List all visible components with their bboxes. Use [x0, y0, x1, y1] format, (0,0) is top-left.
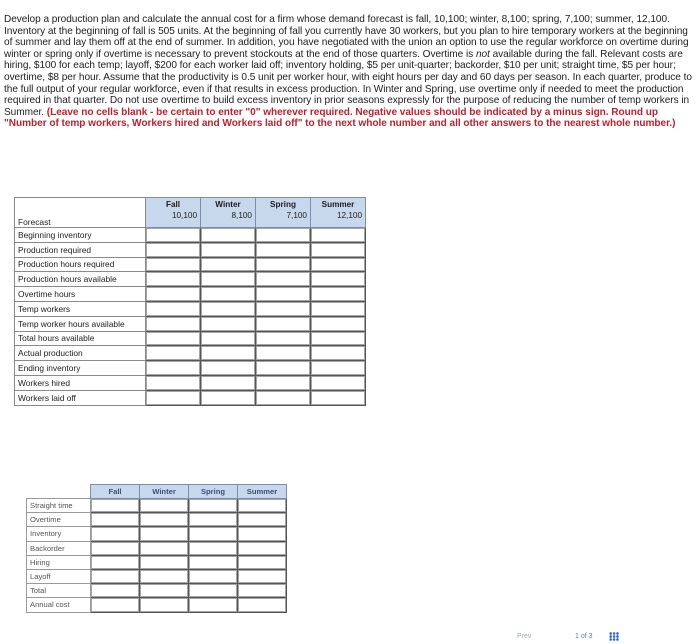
- input-cell-fall[interactable]: [146, 257, 201, 272]
- input-cell-winter[interactable]: [201, 316, 256, 331]
- cost-input-cell-spring[interactable]: [189, 569, 238, 583]
- input-cell-winter[interactable]: [201, 228, 256, 243]
- input-cell-winter[interactable]: [201, 257, 256, 272]
- input-cell-summer[interactable]: [311, 390, 366, 405]
- table-row: [15, 228, 366, 243]
- input-cell-spring[interactable]: [256, 331, 311, 346]
- table-row: [15, 272, 366, 287]
- row-label: Workers laid off: [15, 390, 146, 405]
- cost-input-cell-spring[interactable]: [189, 541, 238, 555]
- cost-input-cell-winter[interactable]: [140, 527, 189, 541]
- cost-input-cell-spring[interactable]: [189, 555, 238, 569]
- cost-input-cell-summer[interactable]: [238, 513, 287, 527]
- cost-table-row: [27, 598, 287, 612]
- input-cell-spring[interactable]: [256, 287, 311, 302]
- cost-input-cell-spring[interactable]: [189, 499, 238, 513]
- input-cell-summer[interactable]: [311, 301, 366, 316]
- cost-table-row: [27, 499, 287, 513]
- input-cell-fall[interactable]: [146, 331, 201, 346]
- cost-input-cell-fall[interactable]: [91, 584, 140, 598]
- cost-table-row: [27, 527, 287, 541]
- input-cell-summer[interactable]: [311, 257, 366, 272]
- row-label: Ending inventory: [15, 361, 146, 376]
- cost-input-cell-winter[interactable]: [140, 555, 189, 569]
- forecast-value: 7,100: [286, 211, 307, 220]
- cost-table-row: [27, 541, 287, 555]
- cost-input-cell-fall[interactable]: [91, 598, 140, 612]
- table-row: [15, 287, 366, 302]
- table-row: [15, 301, 366, 316]
- cost-input-cell-fall[interactable]: [91, 569, 140, 583]
- cost-input-cell-winter[interactable]: [140, 513, 189, 527]
- input-cell-spring[interactable]: [256, 375, 311, 390]
- cost-row-label: Straight time: [27, 499, 91, 513]
- problem-text-part1: Develop a production plan and calculate the annual cost for a firm whose demand forecast is fall, 10,100; winter, 8,100; spring, 7,100; summer, 12,100. Inventory at the beginning of fall is 505 units. At the beginning of fall you currently have 30 workers, but you plan to hire temporary workers at the beginning of summer and lay them off at the end of summer. In addition, you have negotiated with the union an option to use the regular workforce on overtime during winter or spring only if overtime is necessary to prevent stockouts at the end of those quarters. Overtime is: [4, 14, 689, 60]
- cost-table-row: [27, 555, 287, 569]
- column-header-winter: [201, 198, 256, 228]
- table-row: [15, 361, 366, 376]
- input-cell-spring[interactable]: [256, 316, 311, 331]
- cost-row-label: Annual cost: [27, 598, 91, 612]
- input-cell-summer[interactable]: [311, 228, 366, 243]
- input-cell-winter[interactable]: [201, 361, 256, 376]
- production-plan-table: [14, 197, 366, 406]
- input-cell-fall[interactable]: [146, 272, 201, 287]
- column-header-fall: [146, 198, 201, 228]
- input-cell-summer[interactable]: [311, 272, 366, 287]
- cost-row-label: Total: [27, 584, 91, 598]
- cost-row-label: Hiring: [27, 555, 91, 569]
- cost-input-cell-summer[interactable]: [238, 584, 287, 598]
- column-header-label: Fall: [165, 200, 181, 209]
- input-cell-winter[interactable]: [201, 242, 256, 257]
- column-header-summer: [311, 198, 366, 228]
- row-label: Workers hired: [15, 375, 146, 390]
- cost-row-label: Overtime: [27, 513, 91, 527]
- input-cell-fall[interactable]: [146, 287, 201, 302]
- cost-table-row: [27, 513, 287, 527]
- cost-input-cell-summer[interactable]: [238, 527, 287, 541]
- cost-table: [26, 484, 287, 613]
- column-header-spring: [256, 198, 311, 228]
- problem-text-part2: available during the fall. Relevant costs are hiring, $100 for each temp; layoff, $200 for each worker laid off; inventory holding, $5 per unit-quarter; backorder, $10 per unit; straight time, $5 per hour; overtime, $8 per hour. Assume that the productivity is 0.5 unit per worker hour, with eight hours per day and 60 days per season. In each quarter, produce to the full output of your regular workforce, even if that results in excess production. In Winter and Spring, use overtime only if needed to meet the production required in that quarter. Do not use overtime to build excess inventory in prior seasons expressly for the purpose of reducing the number of temp workers in Summer.: [4, 48, 692, 118]
- cost-input-cell-winter[interactable]: [140, 569, 189, 583]
- input-cell-winter[interactable]: [201, 390, 256, 405]
- input-cell-fall[interactable]: [146, 316, 201, 331]
- cost-input-cell-fall[interactable]: [91, 541, 140, 555]
- row-label: Temp worker hours available: [15, 316, 146, 331]
- input-cell-summer[interactable]: [311, 346, 366, 361]
- cost-input-cell-spring[interactable]: [189, 598, 238, 612]
- forecast-value: 8,100: [231, 211, 252, 220]
- input-cell-spring[interactable]: [256, 272, 311, 287]
- cost-input-cell-fall[interactable]: [91, 527, 140, 541]
- input-cell-winter[interactable]: [201, 331, 256, 346]
- cost-input-cell-fall[interactable]: [91, 555, 140, 569]
- pagination-footer: [505, 630, 700, 644]
- input-cell-spring[interactable]: [256, 257, 311, 272]
- input-cell-fall[interactable]: [146, 375, 201, 390]
- input-cell-spring[interactable]: [256, 361, 311, 376]
- cost-input-cell-summer[interactable]: [238, 555, 287, 569]
- input-cell-summer[interactable]: [311, 242, 366, 257]
- input-cell-summer[interactable]: [311, 361, 366, 376]
- input-cell-winter[interactable]: [201, 272, 256, 287]
- cost-input-cell-spring[interactable]: [189, 513, 238, 527]
- input-cell-summer[interactable]: [311, 331, 366, 346]
- column-header-label: Summer: [321, 200, 355, 209]
- problem-statement: [4, 14, 698, 130]
- table-row: [15, 316, 366, 331]
- cost-column-header-fall: Fall: [91, 485, 140, 499]
- cost-input-cell-spring[interactable]: [189, 527, 238, 541]
- grid-menu-icon[interactable]: [609, 632, 619, 641]
- input-cell-spring[interactable]: [256, 228, 311, 243]
- input-cell-summer[interactable]: [311, 316, 366, 331]
- row-label: Beginning inventory: [15, 228, 146, 243]
- row-label: Temp workers: [15, 301, 146, 316]
- cost-input-cell-fall[interactable]: [91, 513, 140, 527]
- row-label: Production hours required: [15, 257, 146, 272]
- input-cell-fall[interactable]: [146, 346, 201, 361]
- row-label: Overtime hours: [15, 287, 146, 302]
- input-cell-winter[interactable]: [201, 375, 256, 390]
- input-cell-summer[interactable]: [311, 375, 366, 390]
- cost-input-cell-winter[interactable]: [140, 584, 189, 598]
- column-header-label: Spring: [270, 200, 296, 209]
- cost-input-cell-summer[interactable]: [238, 598, 287, 612]
- table-row: [15, 242, 366, 257]
- column-header-label: Winter: [215, 200, 241, 209]
- cost-row-label: Layoff: [27, 569, 91, 583]
- cost-input-cell-summer[interactable]: [238, 569, 287, 583]
- cost-input-cell-spring[interactable]: [189, 584, 238, 598]
- problem-instruction: (Leave no cells blank - be certain to enter "0" wherever required. Negative values should be indicated by a minus sign. Round up "Number of temp workers, Workers hired and Workers laid off" to the next whole number and all other answers to the nearest whole number.): [4, 106, 676, 130]
- cost-input-cell-summer[interactable]: [238, 541, 287, 555]
- input-cell-fall[interactable]: [146, 228, 201, 243]
- row-label: Production required: [15, 242, 146, 257]
- input-cell-fall[interactable]: [146, 242, 201, 257]
- input-cell-spring[interactable]: [256, 390, 311, 405]
- cost-row-label: Inventory: [27, 527, 91, 541]
- row-label: Production hours available: [15, 272, 146, 287]
- input-cell-winter[interactable]: [201, 301, 256, 316]
- input-cell-winter[interactable]: [201, 287, 256, 302]
- cost-row-label: Backorder: [27, 541, 91, 555]
- cost-input-cell-fall[interactable]: [91, 499, 140, 513]
- cost-column-header-winter: Winter: [140, 485, 189, 499]
- cost-input-cell-summer[interactable]: [238, 499, 287, 513]
- cost-table-row: [27, 584, 287, 598]
- table-row: [15, 331, 366, 346]
- row-label: Total hours available: [15, 331, 146, 346]
- input-cell-fall[interactable]: [146, 390, 201, 405]
- forecast-value: 10,100: [171, 211, 197, 220]
- page-indicator: 1 of 3: [575, 633, 593, 640]
- cost-column-header-spring: Spring: [189, 485, 238, 499]
- table-row: [15, 257, 366, 272]
- row-label: Actual production: [15, 346, 146, 361]
- prev-button[interactable]: Prev: [517, 633, 532, 640]
- cost-input-cell-winter[interactable]: [140, 499, 189, 513]
- header-spacer: [27, 485, 91, 499]
- forecast-value: 12,100: [336, 211, 362, 220]
- input-cell-spring[interactable]: [256, 346, 311, 361]
- input-cell-spring[interactable]: [256, 301, 311, 316]
- table-row: [15, 390, 366, 405]
- input-cell-spring[interactable]: [256, 242, 311, 257]
- input-cell-winter[interactable]: [201, 346, 256, 361]
- cost-input-cell-winter[interactable]: [140, 598, 189, 612]
- table-row: [15, 346, 366, 361]
- cost-input-cell-winter[interactable]: [140, 541, 189, 555]
- input-cell-fall[interactable]: [146, 361, 201, 376]
- row-label-forecast: Forecast: [15, 198, 146, 228]
- cost-table-row: [27, 569, 287, 583]
- input-cell-fall[interactable]: [146, 301, 201, 316]
- input-cell-summer[interactable]: [311, 287, 366, 302]
- table-row: [15, 375, 366, 390]
- problem-emphasis-not: not: [475, 48, 490, 60]
- cost-column-header-summer: Summer: [238, 485, 287, 499]
